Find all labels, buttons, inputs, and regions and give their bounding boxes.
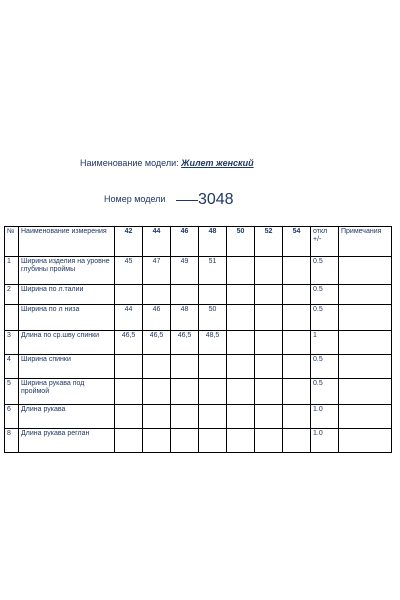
size-value (227, 331, 255, 355)
size-value (283, 285, 311, 305)
size-value (143, 285, 171, 305)
model-number-row (104, 191, 234, 209)
header-size: 52 (255, 227, 283, 257)
model-name-label: Наименование модели: (80, 158, 179, 168)
tolerance-value: 0.5 (311, 355, 339, 379)
model-number-value: 3048 (197, 191, 234, 208)
header-size: 42 (115, 227, 143, 257)
size-value (199, 285, 227, 305)
size-value (171, 429, 199, 453)
size-value (283, 355, 311, 379)
size-value (255, 257, 283, 285)
size-value (115, 379, 143, 405)
size-value (115, 285, 143, 305)
header-size: 44 (143, 227, 171, 257)
size-value (255, 285, 283, 305)
size-value (283, 405, 311, 429)
model-name-value: Жилет женский (181, 158, 254, 168)
table-row (5, 379, 392, 405)
size-value: 44 (115, 305, 143, 331)
note-cell (339, 257, 392, 285)
measurement-name: Ширина рукава под проймой (19, 379, 115, 405)
tolerance-value: 1.0 (311, 405, 339, 429)
header-size: 48 (199, 227, 227, 257)
size-value (283, 429, 311, 453)
table-row (5, 355, 392, 379)
size-value (227, 405, 255, 429)
size-value (283, 331, 311, 355)
row-number: 2 (5, 285, 19, 305)
header-notes: Примечания (339, 227, 392, 257)
size-value (227, 305, 255, 331)
note-cell (339, 379, 392, 405)
size-value (255, 429, 283, 453)
size-value: 48,5 (199, 331, 227, 355)
measurement-name: Длина рукава реглан (19, 429, 115, 453)
table-row (5, 429, 392, 453)
size-value: 48 (171, 305, 199, 331)
size-value (115, 355, 143, 379)
size-value (199, 429, 227, 453)
size-value (171, 405, 199, 429)
size-value: 47 (143, 257, 171, 285)
measurement-name: Длина рукава (19, 405, 115, 429)
size-value (171, 379, 199, 405)
note-cell (339, 355, 392, 379)
note-cell (339, 429, 392, 453)
size-value (199, 379, 227, 405)
tolerance-value: 0.5 (311, 257, 339, 285)
size-value (115, 405, 143, 429)
size-value (199, 405, 227, 429)
row-number: 4 (5, 355, 19, 379)
size-value (255, 305, 283, 331)
size-value (143, 429, 171, 453)
size-value: 50 (199, 305, 227, 331)
size-value: 46,5 (115, 331, 143, 355)
model-name-row (80, 158, 254, 168)
size-value (227, 355, 255, 379)
size-value: 51 (199, 257, 227, 285)
measurement-table (4, 226, 392, 453)
table-row (5, 257, 392, 285)
size-value (143, 355, 171, 379)
size-value (255, 355, 283, 379)
tolerance-value: 1.0 (311, 429, 339, 453)
size-value (171, 285, 199, 305)
table-row (5, 405, 392, 429)
row-number: 6 (5, 405, 19, 429)
measurement-name: Ширина по л низа (19, 305, 115, 331)
row-number: 8 (5, 429, 19, 453)
size-value: 45 (115, 257, 143, 285)
tolerance-value: 0.5 (311, 379, 339, 405)
size-value (227, 429, 255, 453)
size-value (143, 379, 171, 405)
size-value: 46,5 (143, 331, 171, 355)
header-size: 46 (171, 227, 199, 257)
header-size: 54 (283, 227, 311, 257)
measurement-name: Длина по ср.шву спинки (19, 331, 115, 355)
size-value (171, 355, 199, 379)
size-value: 46 (143, 305, 171, 331)
header-no: № (5, 227, 19, 257)
size-value (255, 405, 283, 429)
model-number-label: Номер модели (104, 194, 166, 204)
header-name: Наименование измерения (19, 227, 115, 257)
tolerance-value: 1 (311, 331, 339, 355)
row-number: 5 (5, 379, 19, 405)
measurement-name: Ширина изделия на уровне глубины проймы (19, 257, 115, 285)
table-row (5, 331, 392, 355)
size-value (283, 379, 311, 405)
tolerance-value: 0.5 (311, 305, 339, 331)
size-value (227, 285, 255, 305)
model-number-underline (176, 200, 198, 201)
size-value (115, 429, 143, 453)
size-value (283, 305, 311, 331)
table-row (5, 285, 392, 305)
note-cell (339, 305, 392, 331)
size-value: 49 (171, 257, 199, 285)
size-value (255, 379, 283, 405)
measurement-name: Ширина спинки (19, 355, 115, 379)
table-header-row (5, 227, 392, 257)
size-value: 46,5 (171, 331, 199, 355)
size-value (227, 257, 255, 285)
note-cell (339, 331, 392, 355)
table-row (5, 305, 392, 331)
row-number: 3 (5, 331, 19, 355)
size-value (199, 355, 227, 379)
note-cell (339, 285, 392, 305)
size-value (143, 405, 171, 429)
header-size: 50 (227, 227, 255, 257)
tolerance-value: 0.5 (311, 285, 339, 305)
size-value (283, 257, 311, 285)
row-number: 1 (5, 257, 19, 285)
size-value (227, 379, 255, 405)
row-number (5, 305, 19, 331)
size-value (255, 331, 283, 355)
note-cell (339, 405, 392, 429)
measurement-name: Ширина по л.талии (19, 285, 115, 305)
header-tolerance: откл +/- (311, 227, 339, 257)
